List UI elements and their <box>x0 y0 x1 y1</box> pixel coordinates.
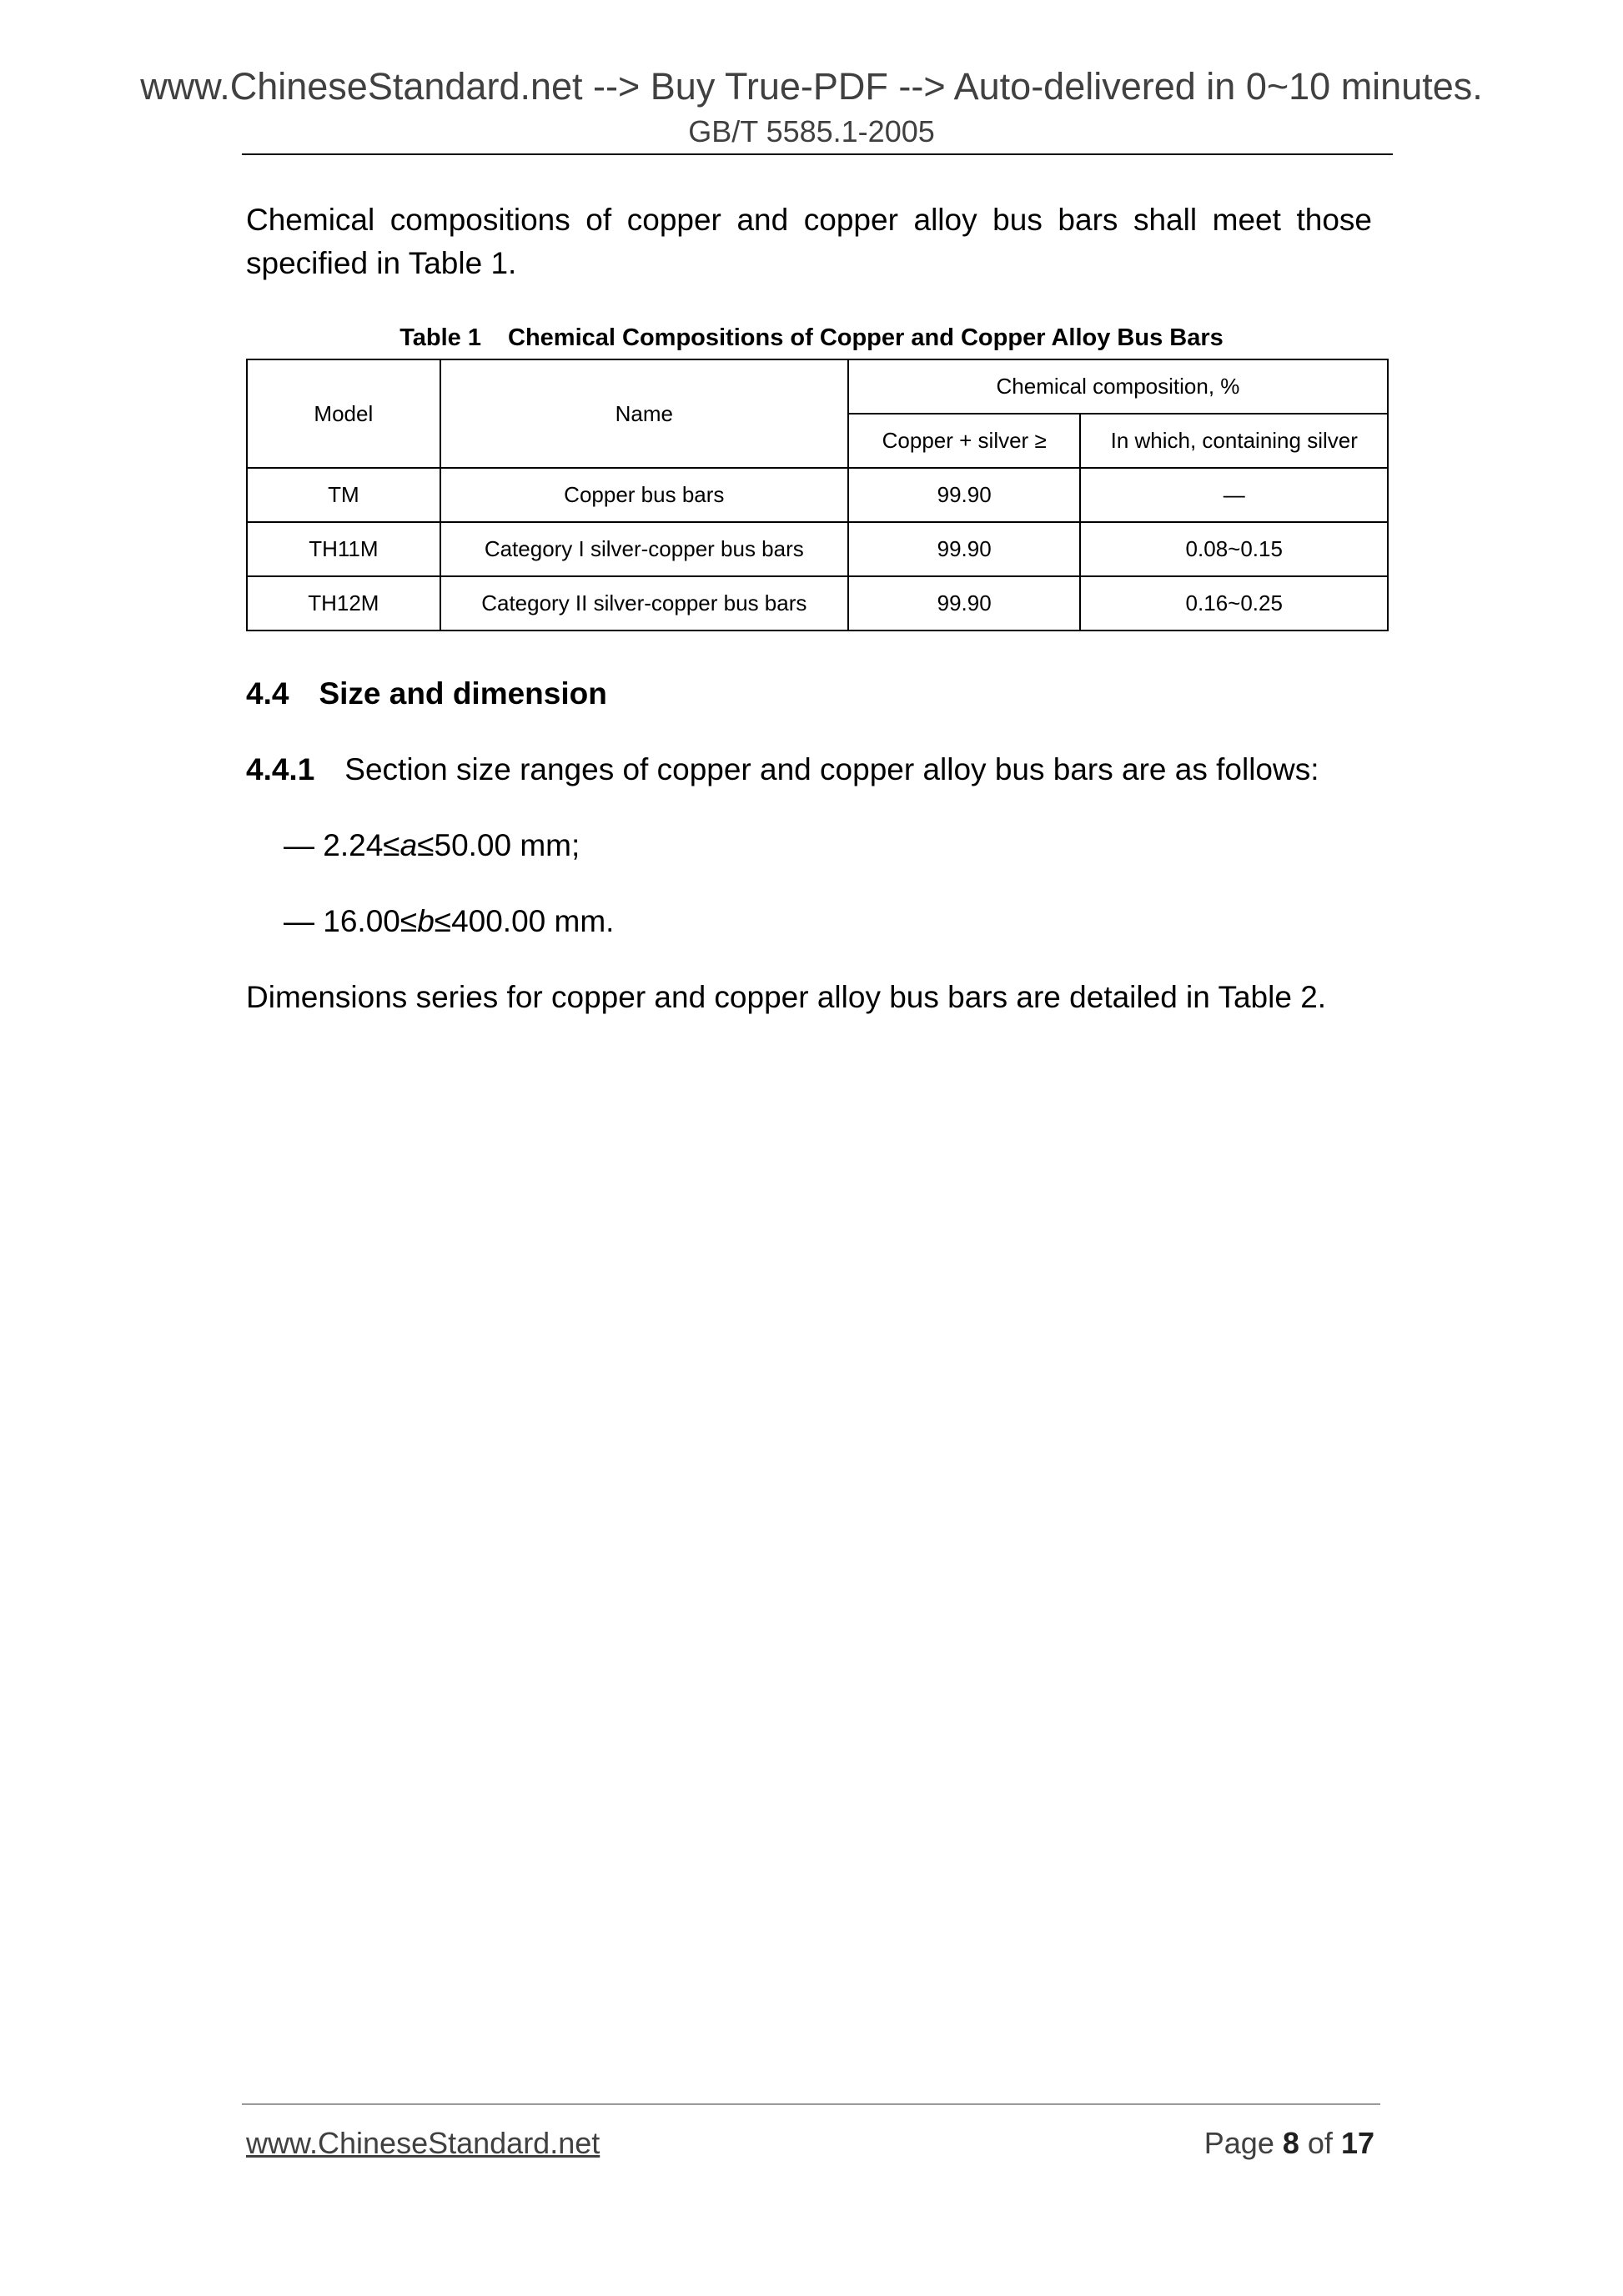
section-title: Size and dimension <box>319 676 607 711</box>
table-row <box>247 468 1388 522</box>
variable-b: b <box>417 904 435 938</box>
variable-a: a <box>399 828 418 862</box>
range-b-prefix: — 16.00≤ <box>284 904 418 938</box>
header-divider <box>242 153 1393 155</box>
site-banner: www.ChineseStandard.net --> Buy True-PDF --> Auto-delivered in 0~10 minutes. <box>140 65 1483 108</box>
page-total: 17 <box>1340 2126 1374 2160</box>
header-chemical-composition: Chemical composition, % <box>848 359 1388 414</box>
header-model: Model <box>247 359 440 468</box>
document-number: GB/T 5585.1-2005 <box>688 114 935 148</box>
range-item-b <box>284 902 614 942</box>
page-current: 8 <box>1282 2126 1299 2160</box>
header-copper-silver: Copper + silver ≥ <box>848 414 1081 468</box>
cell-silver: — <box>1080 468 1388 522</box>
table-1-title: Chemical Compositions of Copper and Copper Alloy Bus Bars <box>508 324 1224 351</box>
cell-silver: 0.16~0.25 <box>1080 576 1388 631</box>
header-silver-content: In which, containing silver <box>1080 414 1388 468</box>
table-1-caption <box>0 321 1623 354</box>
section-4-4-heading <box>246 674 607 714</box>
subsection-number: 4.4.1 <box>246 752 315 786</box>
cell-name: Category I silver-copper bus bars <box>440 522 848 576</box>
cell-name: Category II silver-copper bus bars <box>440 576 848 631</box>
section-number: 4.4 <box>246 676 289 711</box>
header-name: Name <box>440 359 848 468</box>
cell-model: TH12M <box>247 576 440 631</box>
range-b-suffix: ≤400.00 mm. <box>434 904 615 938</box>
page-prefix: Page <box>1203 2126 1274 2160</box>
closing-paragraph: Dimensions series for copper and copper alloy bus bars are detailed in Table 2. <box>246 980 1327 1014</box>
subsection-text: Section size ranges of copper and copper alloy bus bars are as follows: <box>344 752 1319 786</box>
range-a-suffix: ≤50.00 mm; <box>417 828 580 862</box>
cell-copper-silver: 99.90 <box>848 522 1081 576</box>
cell-name: Copper bus bars <box>440 468 848 522</box>
footer-divider <box>242 2103 1380 2105</box>
cell-copper-silver: 99.90 <box>848 576 1081 631</box>
page-of: of <box>1307 2126 1333 2160</box>
cell-model: TM <box>247 468 440 522</box>
footer-website-link[interactable]: www.ChineseStandard.net <box>246 2126 600 2160</box>
cell-silver: 0.08~0.15 <box>1080 522 1388 576</box>
section-4-4-1 <box>246 750 1319 790</box>
intro-paragraph: Chemical compositions of copper and copper alloy bus bars shall meet those specified in Table 1. <box>246 203 1372 280</box>
table-header-row <box>247 359 1388 414</box>
table-row <box>247 522 1388 576</box>
range-item-a <box>284 826 580 866</box>
range-a-prefix: — 2.24≤ <box>284 828 400 862</box>
table-1-number: Table 1 <box>399 324 481 351</box>
cell-model: TH11M <box>247 522 440 576</box>
table-row <box>247 576 1388 631</box>
page-indicator <box>1204 2125 1374 2162</box>
cell-copper-silver: 99.90 <box>848 468 1081 522</box>
table-1 <box>246 359 1389 631</box>
